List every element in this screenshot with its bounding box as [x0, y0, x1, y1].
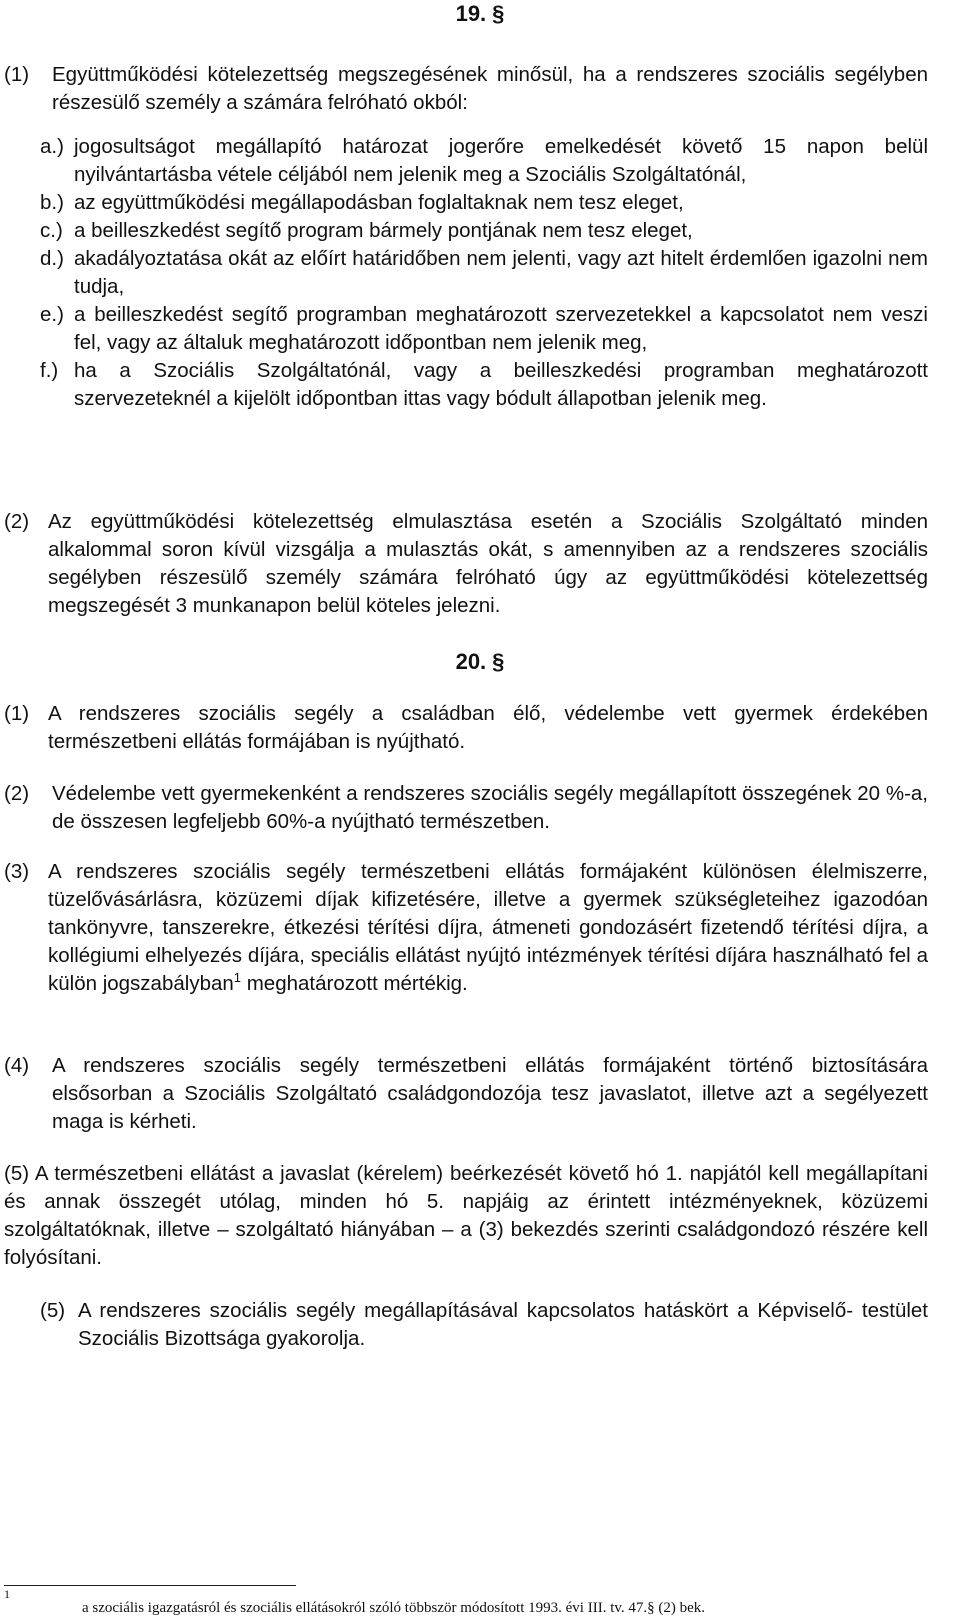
list-item — [40, 357, 928, 413]
s20-p5-text: (5) A természetbeni ellátást a javaslat (kérelem) beérkezését követő hó 1. napjától kell megállapítani és annak összegét utólag, minden hó 5. napjáig az érintett intézményeknek, közüzemi szolgáltatóknak, illetve – szolgáltató hiányában – a (3) bekezdés szerinti családgondozó részére kell folyósítani. — [4, 1162, 928, 1269]
s20-p2-text: Védelembe vett gyermekenként a rendszeres szociális segély megállapított összegének 20 %-a, de összesen legfeljebb 60%-a nyújtható természetben. — [52, 782, 928, 833]
s20-p6-number: (5) — [40, 1299, 66, 1322]
footnote-text: a szociális igazgatásról és szociális ellátásokról szóló többször módosított 1993. évi III. tv. 47.§ (2) bek. — [82, 1600, 706, 1616]
s20-p3-number: (3) — [4, 860, 30, 883]
s19-p1-number: (1) — [4, 63, 30, 86]
list-item-text: a beilleszkedést segítő program bármely pontjának nem tesz eleget, — [74, 219, 693, 242]
s20-p4-text: A rendszeres szociális segély természetbeni ellátás formájaként történő biztosítására elsősorban a Szociális Szolgáltató családgondozója tesz javaslatot, illetve azt a segélyezett maga is kérheti. — [52, 1054, 928, 1133]
s20-p2-number: (2) — [4, 782, 30, 805]
list-item — [40, 301, 928, 357]
list-item-label: d.) — [40, 247, 64, 270]
list-item-label: c.) — [40, 219, 63, 242]
footnote — [4, 1586, 904, 1616]
list-item-text: jogosultságot megállapító határozat jogerőre emelkedését követő 15 napon belül nyilvántartásba vétele céljából nem jelenik meg a Szociális Szolgáltatónál, — [74, 135, 928, 186]
s19-p2-text: Az együttműködési kötelezettség elmulasztása esetén a Szociális Szolgáltató minden alkalommal soron kívül vizsgálja a mulasztás okát, s amennyiben az a rendszeres szociális segélyben részesülő személy számára felróható úgy az együttműködési kötelezettség megszegését 3 munkanapon belül köteles jelezni. — [48, 510, 928, 617]
list-item-text: az együttműködési megállapodásban foglaltaknak nem tesz eleget, — [74, 191, 684, 214]
list-item-label: b.) — [40, 191, 64, 214]
list-item-label: f.) — [40, 359, 59, 382]
s20-p1-number: (1) — [4, 702, 30, 725]
s20-p4-number: (4) — [4, 1054, 30, 1077]
s20-p6-text: A rendszeres szociális segély megállapításával kapcsolatos hatáskört a Képviselő- testület Szociális Bizottsága gyakorolja. — [78, 1299, 928, 1350]
section-19-heading — [0, 0, 960, 28]
s20-p1-text: A rendszeres szociális segély a családban élő, védelembe vett gyermek érdekében természetbeni ellátás formájában is nyújtható. — [48, 702, 928, 753]
paragraph-sign: § — [492, 649, 505, 674]
list-item-label: a.) — [40, 135, 64, 158]
section-20-heading — [0, 648, 960, 676]
s19-paragraph-1 — [4, 61, 928, 117]
list-item — [40, 189, 928, 217]
section-19-number: 19. — [455, 1, 487, 26]
paragraph-sign: § — [492, 1, 505, 26]
list-item-text: ha a Szociális Szolgáltatónál, vagy a beilleszkedési programban meghatározott szervezeteknél a kijelölt időpontban ittas vagy bódult állapotban jelenik meg. — [74, 359, 928, 410]
s19-paragraph-2 — [4, 508, 928, 620]
s20-paragraph-1 — [4, 700, 928, 756]
s20-paragraph-4 — [4, 1052, 928, 1136]
s20-paragraph-3 — [4, 858, 928, 998]
s20-paragraph-2 — [4, 780, 928, 836]
s19-p1-text: Együttműködési kötelezettség megszegésének minősül, ha a rendszeres szociális segélyben részesülő személy a számára felróható okból: — [52, 63, 928, 114]
s19-p2-number: (2) — [4, 510, 30, 533]
s20-paragraph-6 — [40, 1297, 928, 1353]
s20-paragraph-5 — [4, 1160, 928, 1272]
footnote-mark: 1 — [4, 1587, 10, 1601]
s20-p3-body: A rendszeres szociális segély természetbeni ellátás formájaként különösen élelmiszerre, tüzelővásárlásra, közüzemi díjak kifizetésére, illetve a gyermek szükségleteihez igazodóan tankönyvre, tanszerekre, étkezési térítési díjra, átmeneti gondozásért fizetendő térítési díjra, a kollégiumi elhelyezés díjára, speciális ellátást nyújtó intézmények térítési díjára használható fel a külön jogszabályban — [48, 860, 928, 995]
s20-p3-tail: meghatározott mértékig. — [241, 972, 468, 995]
list-item — [40, 217, 928, 245]
s20-p3-text — [48, 858, 928, 998]
list-item-label: e.) — [40, 303, 64, 326]
s19-item-list — [40, 133, 928, 413]
list-item — [40, 133, 928, 189]
section-20-number: 20. — [455, 649, 487, 674]
list-item — [40, 245, 928, 301]
footnote-reference: 1 — [233, 970, 242, 986]
list-item-text: a beilleszkedést segítő programban meghatározott szervezetekkel a kapcsolatot nem veszi fel, vagy az általuk meghatározott időpontban nem jelenik meg, — [74, 303, 928, 354]
list-item-text: akadályoztatása okát az előírt határidőben nem jelenti, vagy azt hitelt érdemlően igazolni nem tudja, — [74, 247, 928, 298]
